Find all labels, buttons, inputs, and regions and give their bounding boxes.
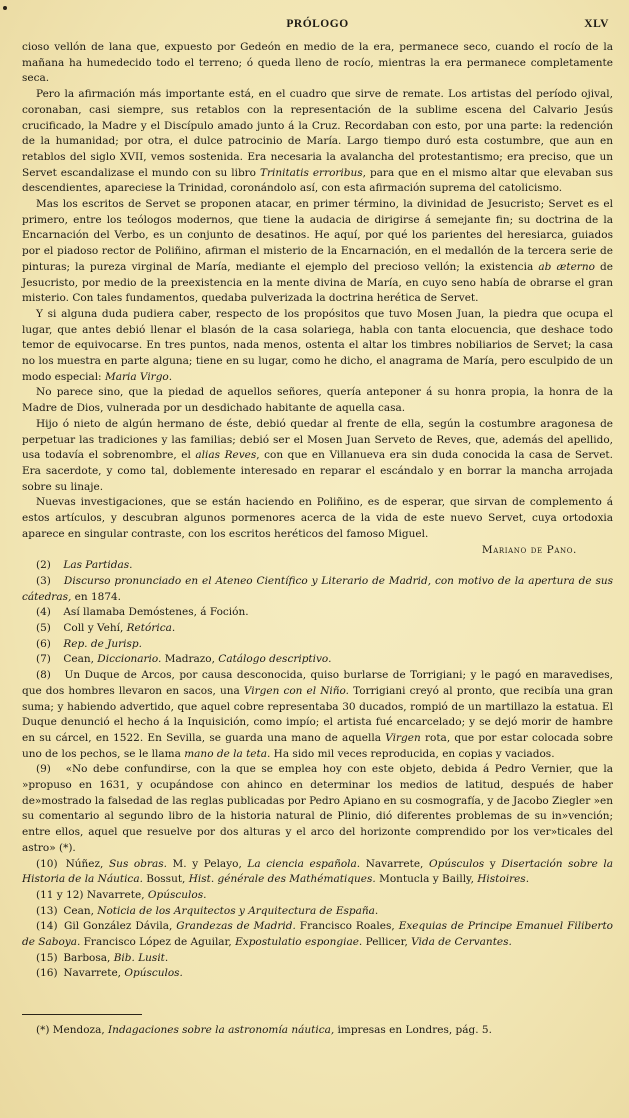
note-number: (15) [36,951,58,964]
note-title: Diccionario. [97,653,162,666]
note-title: Expostulatio espongiae. [235,936,363,949]
note-text: Coll y Vehí, [63,622,127,635]
note-text: rota, que por estar colocada sobre uno de los pechos, se le llama [22,731,613,760]
note-title: Retórica. [126,622,176,635]
note-text: Navarrete, [360,857,429,870]
note-title: Discurso pronunciado en el Ateneo Científico y Literario de Madrid, con motivo de la apertura de sus cátedras, [22,574,613,603]
note-title: Bib. Lusit. [113,951,169,964]
italic-phrase: ab æterno [538,260,595,273]
note-title: Disertación sobre la Historia de la Náutica. [22,857,613,886]
note-text: Barbosa, [63,951,114,964]
note-text: Cean, [63,904,98,917]
note-number: (5) [36,622,51,635]
footnote-text: Mendoza, [49,1024,109,1037]
note-item [22,762,613,856]
note-item [22,904,613,920]
note-text: Francisco López de Aguilar, [80,936,236,949]
note-item [22,652,613,668]
note-text: Ha sido mil veces reproducida, en copias y vaciados. [270,747,555,760]
note-item [22,637,613,653]
note-title: La ciencia española. [247,857,361,870]
paragraph-text: No parece sino, que la piedad de aquellos señores, quería anteponer á su honra propia, la honra de la Madre de Dios, vulnerada por un desdichado habitante de aquella casa. [22,386,613,415]
main-text [22,40,613,543]
paragraph-text: de Jesucristo, por medio de la preexistencia en la mente divina de María, en cuyo seno había de obrarse el gran misterio. Con tales fundamentos, quedaba pulverizada la doctrina herética de Servet. [22,260,613,305]
note-title: mano de la teta. [184,747,271,760]
note-text: Navarrete, [86,888,148,901]
note-text: Navarrete, [63,967,125,980]
note-number: (4) [36,606,51,619]
page-title: PRÓLOGO [286,18,349,30]
paragraph-text: Nuevas investigaciones, que se están haciendo en Poliñino, es de esperar, que sirvan de complemento á estos artículos, y descubran algunos pormenores acerca de la vida de este nuevo Servet, cuya ortodoxia aparece en singular contraste, con los escritos heréticos del famoso Miguel. [22,496,613,540]
note-number: (7) [36,653,51,666]
note-title: Histoires. [477,873,530,886]
note-item [22,966,613,982]
note-number: (8) [36,669,51,682]
footnote [36,1023,613,1038]
note-text: y [484,857,502,870]
note-number: (6) [36,637,51,650]
note-text: Cean, [63,653,98,666]
ink-spot [3,6,7,10]
note-title: Opúsculos [429,857,485,870]
note-number: (9) [36,763,51,776]
note-text: Madrazo, [161,653,219,666]
note-text: Pellicer, [362,936,412,949]
note-item [22,605,613,621]
italic-phrase: alias Reves [195,449,257,462]
note-item [22,574,613,605]
note-item [22,558,613,574]
note-title: Virgen con el Niño. [243,684,349,697]
page-header [22,18,613,40]
paragraph-text: Y si alguna duda pudiera caber, respecto de los propósitos que tuvo Mosen Juan, la piedra que ocupa el lugar, que antes debió llenar el blasón de la casa solariega, habla con tanta elocuencia, que deshace todo temor de equivocarse. En tres puntos, nada menos, ostenta el altar los timbres nobiliarios de Servet; la casa no los muestra en parte alguna; tiene en su lugar, como he dicho, el anagrama de María, pero esculpido de un modo especial: [22,307,613,383]
note-number: (2) [36,559,51,572]
note-title: Opúsculos. [124,967,183,980]
note-item [22,888,613,904]
note-text: Torrigiani creyó al pronto, que recibía una gran suma; y habiendo advertido, que aquel cobre representaba 30 ducados, rompió de un martillazo la estatua. El Duque denunció el hecho á la Inquisición, como impío; el artista fué encarcelado; y se dejó morir de hambre en su cárcel, en 1522. En Sevilla, se guarda una mano de aquella [22,684,613,744]
note-number: (13) [36,904,58,917]
paragraph-text: , con que en Villanueva era sin duda conocida la casa de Servet. Era sacerdote, y como tal, doblemente interesado en reparar el escándalo y en borrar la mancha arrojada sobre su linaje. [22,449,613,493]
note-title: Catálogo descriptivo. [218,653,332,666]
paragraph-text: Hijo ó nieto de algún hermano de éste, debió quedar al frente de ella, según la costumbre aragonesa de perpetuar las tradiciones y las familias; debió ser el Mosen Juan Serveto de Reves, que, además del apellido, usa todavía el sobrenombre, el [22,417,613,462]
note-item [22,857,613,888]
footnote-title: Indagaciones sobre la astronomía náutica, [108,1024,335,1037]
note-text: Francisco Roales, [295,920,399,933]
paragraph-text: Mas los escritos de Servet se proponen atacar, en primer término, la divinidad de Jesucristo; Servet es el primero, entre los teólogos modernos, que tiene la audacia de dirigirse á semejante fin; su doctrina de la Encarnación del Verbo, es un conjunto de desatinos. He aquí, por qué los parientes del heresiarca, guiados por el piadoso rector de Poliñino, afirman el misterio de la Encarnación, en el medallón de la tercera serie de pinturas; la pureza virginal de María, mediante el ejemplo del precioso vellón; la existencia [22,198,613,273]
note-title: Vida de Cervantes. [411,936,512,949]
note-text: «No debe confundirse, con la que se emplea hoy con este objeto, debida á Pedro Vernier, que la »propuso en 1631, y ocupándose con ahinco en determinar los medios de latitud, después de haber de»mostrado la falsedad de las reglas publicadas por Pedro Apiano en su cosmografía, y de Jacobo Ziegler »en su comentario al segundo libro de la historia natural de Plinio, dió diferentes problemas de su in»vención; entre ellos, aquel que resuelve por dos alturas y el arco del horizonte comprendido por los ver»ticales del astro» (*). [22,763,614,854]
note-number: (3) [36,574,51,587]
body-paragraph [22,307,613,386]
note-number: (11 y 12) [36,888,84,901]
note-item [22,621,613,637]
note-title: Sus obras. [108,857,167,870]
note-title: Las Partidas. [63,559,133,572]
paragraph-text: , para que en el mismo altar que elevaban sus descendientes, apareciese la Trinidad, coronándolo así, con esta afirmación suprema del catolicismo. [22,166,614,195]
note-text: Un Duque de Arcos, por causa desconocida, quiso burlarse de Torrigiani; y le pagó en maravedises, que dos hombres llevaron en sacos, una [22,669,613,697]
note-title: Opúsculos. [147,888,207,901]
paragraph-text: . [168,370,173,383]
note-title: Rep. de Jurisp. [63,637,142,650]
footnote-rule [22,1014,142,1015]
author-signature: Mariano de Pano. [481,543,577,556]
note-title: Noticia de los Arquitectos y Arquitectura de España. [97,904,379,917]
body-paragraph [22,40,613,87]
body-paragraph [22,417,613,496]
note-item [22,668,613,762]
note-text: Montucla y Bailly, [375,873,478,886]
page-number: XLV [584,18,609,30]
note-item [22,951,613,967]
paragraph-text: cioso vellón de lana que, expuesto por Gedeón en medio de la era, permanece seco, cuando el rocío de la mañana ha humedecido todo el terreno; ó queda lleno de rocío, mientras la era permanece completamente seca. [22,41,613,85]
note-title: Grandezas de Madrid. [176,920,296,933]
note-text: Núñez, [65,857,109,870]
note-title: Exequias de Principe Emanuel Filiberto de Saboya. [22,920,613,949]
note-title: Hist. générale des Mathématiques. [188,873,376,886]
note-number: (10) [36,857,58,870]
note-text: Bossut, [142,873,189,886]
note-text: Así llamaba Demóstenes, á Foción. [63,606,249,619]
body-paragraph [22,87,613,197]
italic-phrase: Maria Virgo [104,370,169,383]
body-paragraph [22,495,613,542]
endnotes [22,558,613,982]
note-number: (14) [36,920,58,933]
body-paragraph [22,197,613,307]
italic-phrase: Trinitatis erroribus [259,166,363,179]
footnote-mark: (*) [36,1024,50,1037]
paragraph-text: Pero la afirmación más importante está, en el cuadro que sirve de remate. Los artistas del período ojival, coronaban, casi siempre, sus retablos con la representación de la sublime escena del Calvario Jesús crucificado, la Madre y el Discípulo amado junto á la Cruz. Recordaban con esto, por una parte: la redención de la humanidad; por otra, el dulce patrocinio de María. Largo tiempo duró esta costumbre, que aun en retablos del siglo XVII, vemos sostenida. Era necesaria la avalancha del protestantismo; era preciso, que un Servet escandalizase el mundo con su libro [22,88,613,179]
note-text: M. y Pelayo, [166,857,248,870]
body-paragraph [22,385,613,416]
footnote-text-end: impresas en Londres, pág. 5. [334,1024,492,1037]
note-text: en 1874. [71,590,122,603]
note-item [22,919,613,950]
note-text: Gil González Dávila, [63,920,177,933]
note-title: Virgen [385,731,421,744]
note-number: (16) [36,967,58,980]
